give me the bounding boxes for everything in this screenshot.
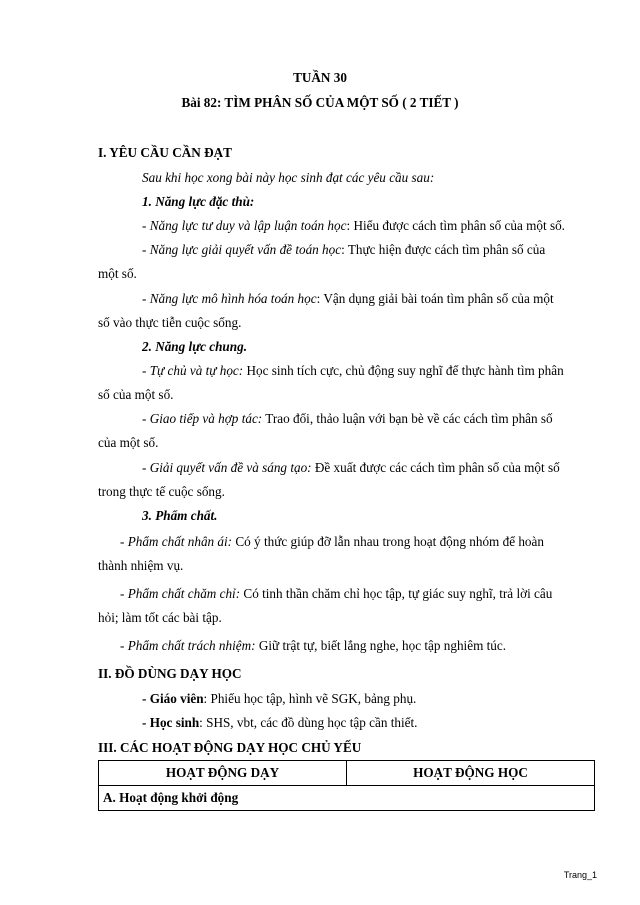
list-item [142,242,545,258]
list-item [120,638,506,654]
list-item [142,715,417,731]
subheading-qualities: 3. Phẩm chất. [142,508,218,523]
item-label: - Năng lực mô hình hóa toán học [142,291,317,306]
list-item [120,586,552,602]
lesson-title: Bài 82: TÌM PHÂN SỐ CỦA MỘT SỐ ( 2 TIẾT ) [181,95,459,110]
item-continuation: của một số. [98,435,159,450]
section-1-heading: I. YÊU CẦU CẦN ĐẠT [98,145,232,160]
item-label: - Giải quyết vấn đề và sáng tạo: [142,460,312,475]
list-item [142,411,553,427]
item-label: - Học sinh [142,715,200,730]
item-continuation: thành nhiệm vụ. [98,558,184,573]
section-3-heading: III. CÁC HOẠT ĐỘNG DẠY HỌC CHỦ YẾU [98,740,362,755]
item-label: - Năng lực giải quyết vấn đề toán học [142,242,342,257]
item-text: Đề xuất được các cách tìm phân số của một số [311,460,560,475]
list-item [142,460,560,476]
item-continuation: một số. [98,266,137,281]
item-label: - Giao tiếp và hợp tác: [142,411,263,426]
subheading-specific-competence: 1. Năng lực đặc thù: [142,194,255,209]
section-1-intro: Sau khi học xong bài này học sinh đạt các yêu cầu sau: [142,170,435,185]
list-item [142,691,416,707]
item-label: - Tự chủ và tự học: [142,363,244,378]
subheading-general-competence: 2. Năng lực chung. [142,339,247,354]
item-text: : Thực hiện được cách tìm phân số của [341,242,546,257]
item-continuation: trong thực tế cuộc sống. [98,484,225,499]
item-label: - Giáo viên [142,691,204,706]
table-row [99,786,595,811]
list-item [120,534,544,550]
item-text: : SHS, vbt, các đồ dùng học tập cần thiết. [199,715,418,730]
item-continuation: hỏi; làm tốt các bài tập. [98,610,222,625]
item-text: Trao đổi, thảo luận với bạn bè về các cách tìm phân số [262,411,553,426]
list-item [142,363,564,379]
item-text: Có ý thức giúp đỡ lẫn nhau trong hoạt động nhóm để hoàn [232,534,544,549]
item-text: : Vận dụng giải bài toán tìm phân số của một [316,291,554,306]
page-number: Trang_1 [563,870,597,880]
item-label: - Phẩm chất chăm chỉ: [120,586,241,601]
column-header-learning: HOẠT ĐỘNG HỌC [347,761,595,786]
item-text: Học sinh tích cực, chủ động suy nghĩ để thực hành tìm phân [243,363,564,378]
row-warmup-activity: A. Hoạt động khởi động [99,786,595,811]
week-title: TUẦN 30 [293,70,347,85]
item-text: : Hiểu được cách tìm phân số của một số. [346,218,565,233]
item-text: : Phiếu học tập, hình vẽ SGK, bảng phụ. [203,691,417,706]
activities-table [98,760,595,811]
table-header-row [99,761,595,786]
item-text: Giữ trật tự, biết lắng nghe, học tập nghiêm túc. [255,638,507,653]
list-item [142,218,565,234]
item-label: - Phẩm chất trách nhiệm: [120,638,256,653]
column-header-teaching: HOẠT ĐỘNG DẠY [99,761,347,786]
item-continuation: số vào thực tiễn cuộc sống. [98,315,242,330]
section-2-heading: II. ĐỒ DÙNG DẠY HỌC [98,666,242,681]
list-item [142,291,554,307]
item-label: - Phẩm chất nhân ái: [120,534,233,549]
item-continuation: số của một số. [98,387,174,402]
item-text: Có tinh thần chăm chỉ học tập, tự giác suy nghĩ, trả lời câu [240,586,553,601]
item-label: - Năng lực tư duy và lập luận toán học [142,218,347,233]
